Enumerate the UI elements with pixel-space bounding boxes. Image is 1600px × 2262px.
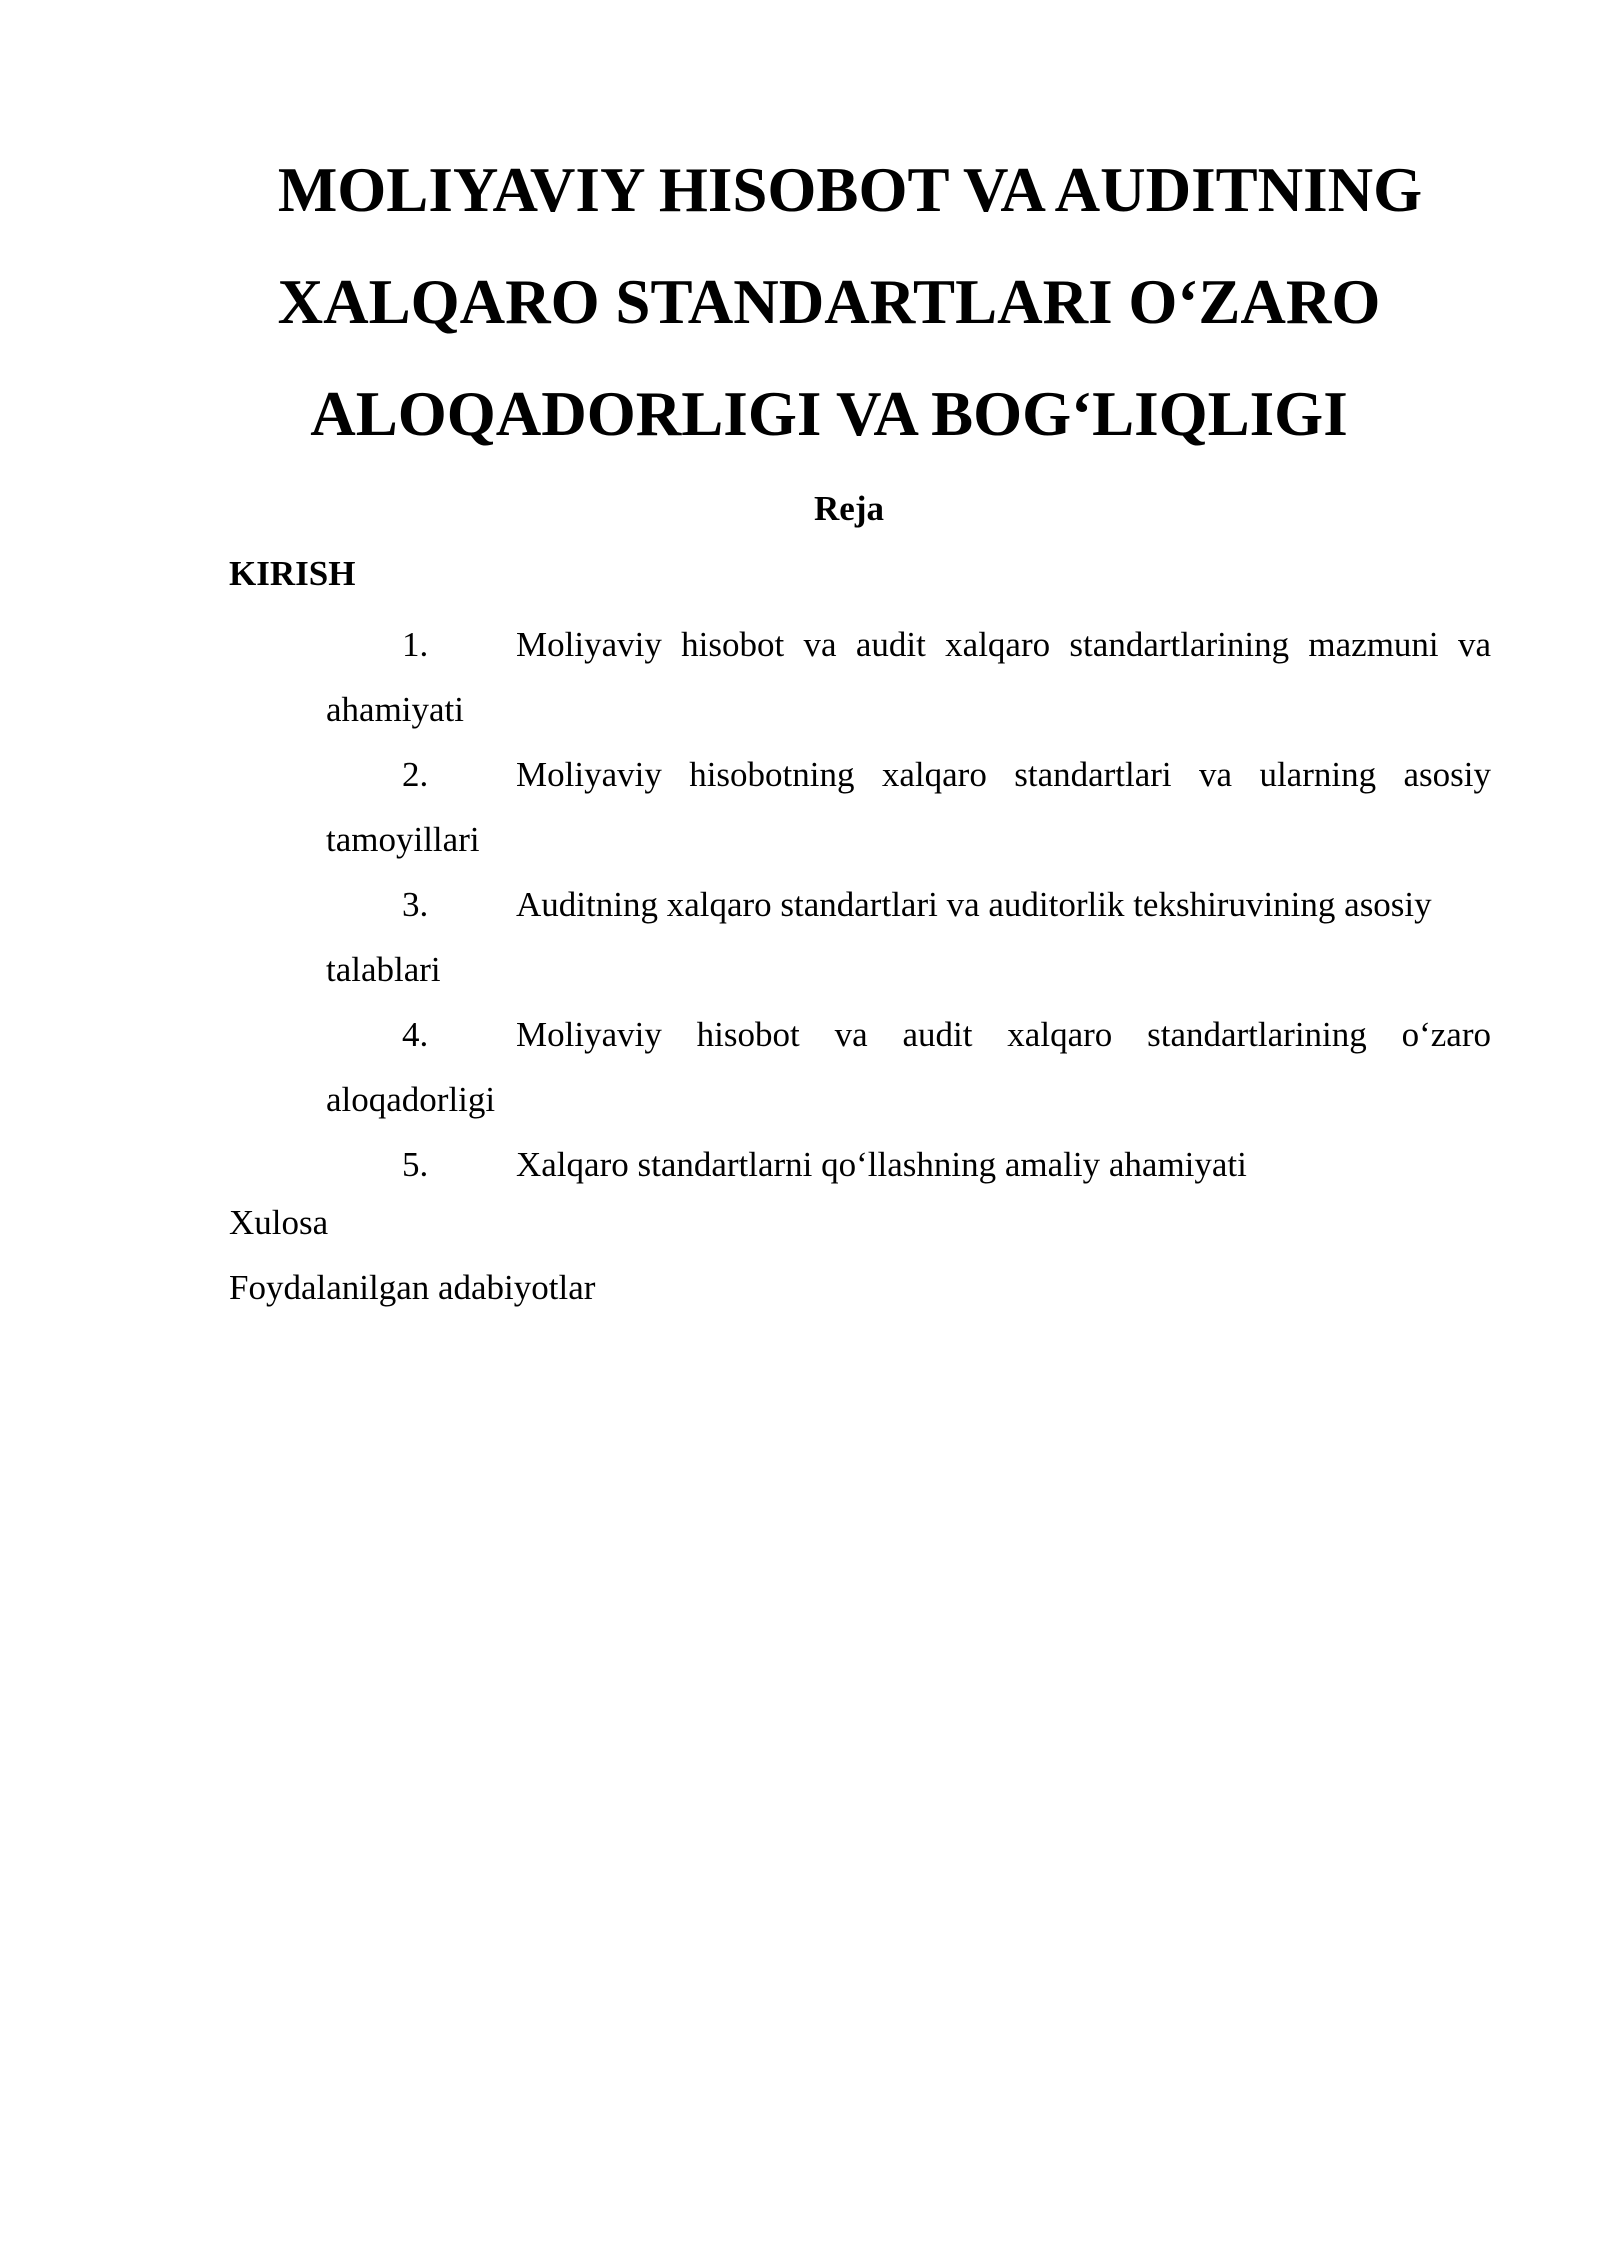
document-title-line-2: XALQARO STANDARTLARI O‘ZARO <box>277 267 1381 337</box>
plan-item-2-continuation: tamoyillari <box>326 820 480 859</box>
document-title-line-3: ALOQADORLIGI VA BOG‘LIQLIGI <box>310 379 1348 449</box>
plan-item-1-first-line <box>326 612 1491 677</box>
plan-item-4 <box>326 1002 1491 1132</box>
plan-item-3-number: 3. <box>402 885 429 924</box>
plan-item-5 <box>326 1132 1491 1197</box>
plan-item-4-number: 4. <box>402 1015 429 1054</box>
references-heading: Foydalanilgan adabiyotlar <box>229 1268 596 1307</box>
plan-item-2-number: 2. <box>402 755 429 794</box>
plan-item-4-first-line <box>326 1002 1491 1067</box>
plan-item-2 <box>326 742 1491 872</box>
plan-item-4-text: Moliyaviy hisobot va audit xalqaro standartlarining o‘zaro <box>516 1015 1491 1054</box>
intro-heading: KIRISH <box>229 554 356 593</box>
conclusion-heading: Xulosa <box>229 1203 329 1242</box>
plan-item-5-first-line <box>326 1132 1491 1197</box>
plan-item-1-continuation: ahamiyati <box>326 690 465 729</box>
plan-item-3-first-line <box>326 872 1506 937</box>
plan-item-3-text: Auditning xalqaro standartlari va auditorlik tekshiruvining asosiy <box>516 885 1432 924</box>
plan-item-2-first-line <box>326 742 1491 807</box>
plan-item-1-text: Moliyaviy hisobot va audit xalqaro standartlarining mazmuni va <box>516 625 1491 664</box>
plan-item-3-continuation: talablari <box>326 950 441 989</box>
document-title-line-1: MOLIYAVIY HISOBOT VA AUDITNING <box>277 155 1423 225</box>
plan-item-5-number: 5. <box>402 1145 429 1184</box>
plan-item-4-continuation: aloqadorligi <box>326 1080 496 1119</box>
plan-heading: Reja <box>814 489 884 528</box>
plan-item-5-text: Xalqaro standartlarni qo‘llashning amaliy ahamiyati <box>516 1145 1247 1184</box>
plan-item-2-text: Moliyaviy hisobotning xalqaro standartlari va ularning asosiy <box>516 755 1491 794</box>
plan-item-1 <box>326 612 1491 742</box>
plan-item-1-number: 1. <box>402 625 429 664</box>
plan-item-3 <box>326 872 1506 1002</box>
